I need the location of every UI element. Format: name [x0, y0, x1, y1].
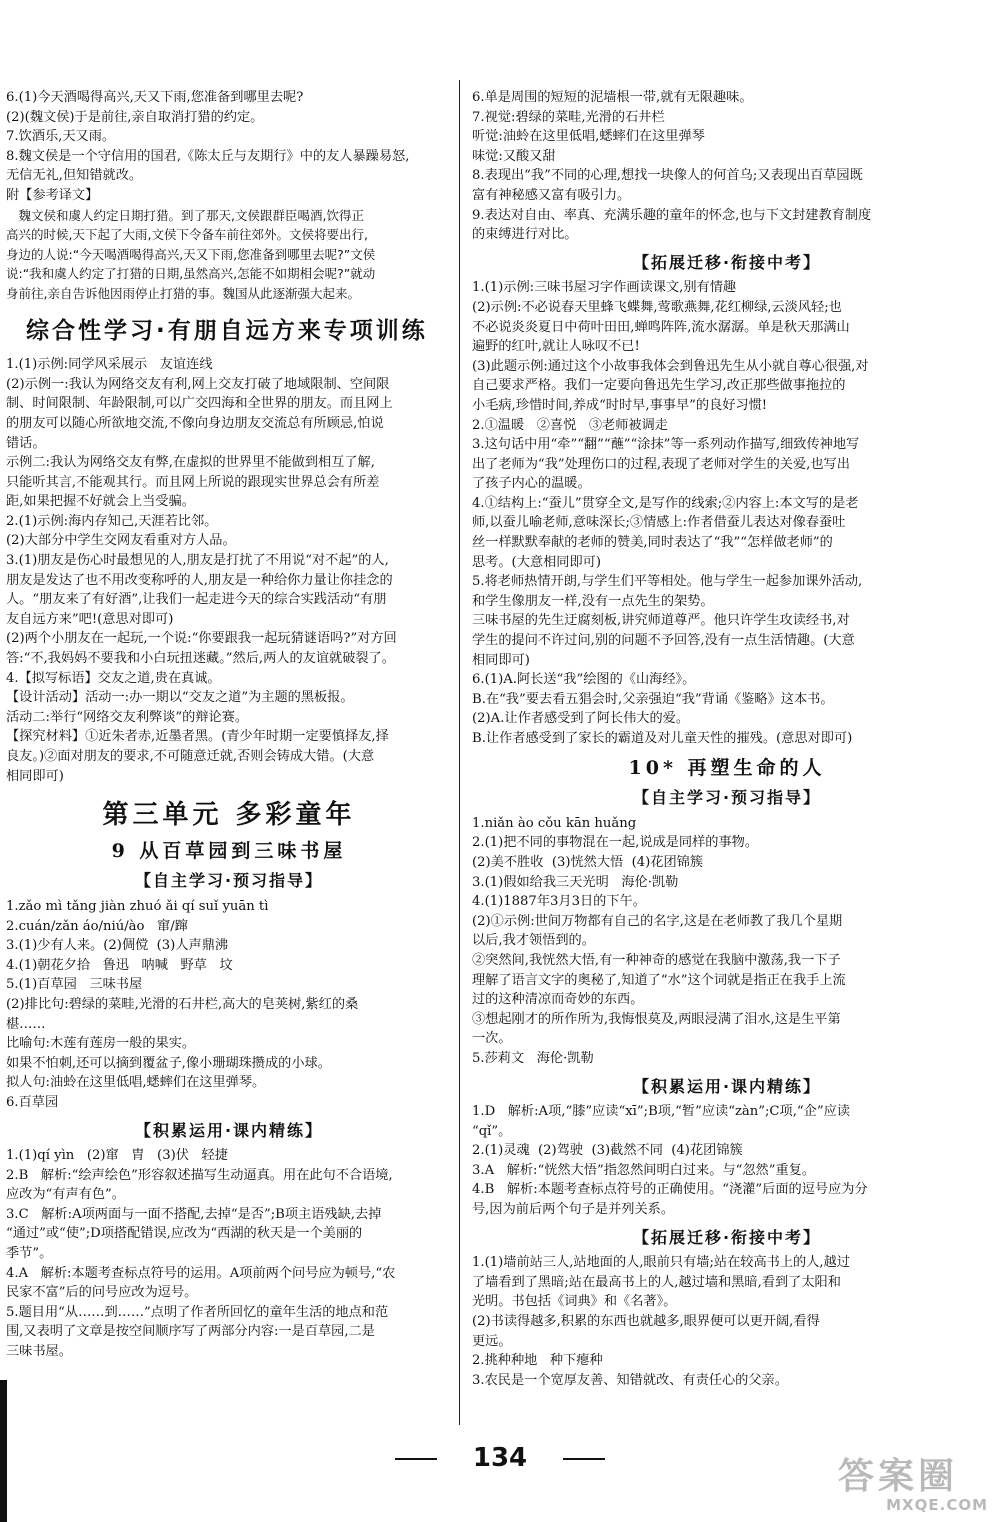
- text-line: 2.挑种种地 种下瘪种: [472, 1353, 603, 1369]
- text-line: (2)两个小朋友在一起玩,一个说:“你要跟我一起玩猜谜语吗?”对方回: [6, 631, 397, 647]
- text-line: 高兴的时候,天下起了大雨,文侯下令备车前往郊外。文侯将要出行,: [6, 227, 368, 243]
- watermark-url: MXQE.COM: [886, 1496, 988, 1514]
- text-line: (2)大部分中学生交网友看重对方人品。: [6, 533, 236, 549]
- text-line: 5.将老师热情开朗,与学生们平等相处。他与学生一起参加课外活动,: [472, 574, 863, 590]
- text-line: 人。“朋友来了有好酒”,让我们一起走进今天的综合实践活动“有朋: [6, 592, 387, 608]
- text-line: 1.(1)示例:同学风采展示 友谊连线: [6, 357, 213, 373]
- section-practice-10: 【积累运用·课内精练】: [632, 1076, 822, 1096]
- text-line: 无信无礼,但知错就改。: [6, 168, 143, 184]
- text-line: (2)排比句:碧绿的菜畦,光滑的石井栏,高大的皂荚树,紫红的桑: [6, 996, 359, 1012]
- text-line: 答:“不,我妈妈不要我和小白玩扭迷藏。”然后,两人的友谊就破裂了。: [6, 651, 395, 667]
- text-line: 的束缚进行对比。: [472, 227, 578, 243]
- text-line: 6.(1)今天酒喝得高兴,天又下雨,您准备到哪里去呢?: [6, 90, 304, 105]
- edge-mark: [0, 1380, 7, 1522]
- text-line: 3.农民是一个宽厚友善、知错就改、有责任心的父亲。: [472, 1372, 788, 1388]
- text-line: 6.单是周围的短短的泥墙根一带,就有无限趣味。: [472, 90, 753, 105]
- text-line: 光明。书包括《词典》和《名著》。: [472, 1294, 677, 1310]
- text-line: 2.(1)灵魂 (2)驾驶 (3)截然不同 (4)花团锦簇: [472, 1143, 743, 1159]
- text-line: ②突然间,我恍然大悟,有一种神奇的感觉在我脑中激荡,我一下子: [472, 952, 841, 968]
- text-line: 理解了语言文字的奥秘了,知道了“水”这个词就是指正在我手上流: [472, 972, 846, 988]
- text-line: 了孩子内心的温暖。: [472, 476, 591, 492]
- text-line: 7.视觉:碧绿的菜畦,光滑的石井栏: [472, 109, 665, 125]
- text-line: 2.①温暖 ②喜悦 ③老师被调走: [472, 417, 668, 433]
- text-line: 思考。(大意相同即可): [472, 554, 601, 570]
- text-line: 1.(1)示例:三味书屋习字作画读课文,别有情趣: [472, 280, 737, 296]
- text-line: (2)A.让作者感受到了阿长伟大的爱。: [472, 711, 690, 727]
- text-line: 6.(1)A.阿长送“我”绘图的《山海经》。: [472, 672, 696, 688]
- watermark-logo: [838, 1458, 988, 1516]
- text-line: 附【参考译文】: [6, 187, 99, 203]
- text-line: 8.表现出“我”不同的心理,想找一块像人的何首乌;又表现出百草园既: [472, 168, 863, 184]
- text-line: 魏文侯和虞人约定日期打猎。到了那天,文侯跟群臣喝酒,饮得正: [18, 207, 364, 223]
- right-block-d: [472, 1102, 982, 1220]
- text-line: 拟人句:油蛉在这里低唱,蟋蟀们在这里弹琴。: [6, 1075, 266, 1091]
- section-extension: 【拓展迁移·衔接中考】: [632, 252, 822, 272]
- text-line: 朋友是发达了也不用改变称呼的人,朋友是一种给你力量让你挂念的: [6, 572, 393, 588]
- text-line: (3)此题示例:通过这个小故事我体会到鲁迅先生从小就自尊心很强,对: [472, 358, 869, 374]
- text-line: 4.A 解析:本题考查标点符号的运用。A项前两个问号应为顿号,“农: [6, 1265, 396, 1281]
- text-line: 遍野的红叶,就让人咏叹不已!: [472, 339, 640, 355]
- section-practice: 【积累运用·课内精练】: [134, 1120, 324, 1140]
- text-line: 味觉:又酸又甜: [472, 148, 556, 164]
- text-line: 4.①结构上:“蚕儿”贯穿全文,是写作的线索;②内容上:本文写的是老: [472, 495, 859, 511]
- text-line: 5.(1)百草园 三味书屋: [6, 977, 143, 993]
- text-line: 自己要求严格。我们一定要向鲁迅先生学习,改正那些做事拖拉的: [472, 378, 846, 394]
- text-line: B.在“我”要去看五猖会时,父亲强迫“我”背诵《鉴略》这本书。: [472, 691, 834, 707]
- text-line: 4.(1)1887年3月3日的下午。: [472, 894, 646, 910]
- text-line: “qǐ”。: [472, 1123, 512, 1139]
- text-line: 7.饮酒乐,天又雨。: [6, 129, 116, 145]
- text-line: 听觉:油蛉在这里低唱,蟋蟀们在这里弹琴: [472, 129, 705, 145]
- text-line: 比喻句:木莲有莲房一般的果实。: [6, 1036, 196, 1052]
- text-line: 以后,我才领悟到的。: [472, 933, 595, 949]
- text-line: (2)示例:不必说春天里蜂飞蝶舞,莺歌燕舞,花红柳绿,云淡风轻;也: [472, 299, 842, 315]
- text-line: 2.cuán/zǎn áo/niú/ào 窜/蹿: [6, 918, 188, 934]
- text-line: 不必说炎炎夏日中荷叶田田,蝉鸣阵阵,流水潺潺。单是秋天那满山: [472, 319, 850, 335]
- text-line: 1.(1)qí yìn (2)窜 胄 (3)伏 轻捷: [6, 1148, 228, 1164]
- section-self-study-10: 【自主学习·预习指导】: [632, 788, 822, 808]
- text-line: 4.(1)朝花夕拾 鲁迅 呐喊 野草 坟: [6, 957, 233, 973]
- text-line: 5.莎莉文 海伦·凯勒: [472, 1050, 594, 1066]
- text-line: 更远。: [472, 1333, 512, 1349]
- text-line: (2)书读得越多,积累的东西也就越多,眼界便可以更开阔,看得: [472, 1314, 820, 1330]
- right-block-c: [472, 814, 982, 1069]
- text-line: 3.C 解析:A项两面与一面不搭配,去掉“是否”;B项主语残缺,去掉: [6, 1206, 382, 1222]
- left-column: [6, 88, 452, 1362]
- left-block-d: [6, 1146, 452, 1362]
- text-line: 如果不怕刺,还可以摘到覆盆子,像小珊瑚珠攒成的小球。: [6, 1055, 331, 1071]
- text-line: 2.(1)示例:海内存知己,天涯若比邻。: [6, 513, 218, 529]
- left-block-b: [6, 355, 452, 786]
- text-line: 9.表达对自由、率真、充满乐趣的童年的怀念,也与下文封建教育制度: [472, 207, 872, 223]
- text-line: 师,以蚕儿喻老师,意味深长;③情感上:作者借蚕儿表达对像春蚕吐: [472, 515, 846, 531]
- text-line: 1.D 解析:A项,“膝”应读“xī”;B项,“暂”应读“zàn”;C项,“企”应读: [472, 1104, 850, 1120]
- text-line: 三味书屋。: [6, 1344, 72, 1360]
- text-line: 1.(1)墙前站三人,站地面的人,眼前只有墙;站在较高书上的人,越过: [472, 1255, 850, 1271]
- text-line: ③想起刚才的所作所为,我悔恨莫及,两眼浸满了泪水,这是生平第: [472, 1011, 841, 1027]
- column-divider: [459, 80, 460, 1425]
- text-line: 1.zǎo mì tǎng jiàn zhuó ǎi qí suǐ yuān tì: [6, 898, 269, 914]
- text-line: 友自远方来”吧!(意思对即可): [6, 611, 174, 627]
- text-line: 一次。: [472, 1031, 512, 1047]
- text-line: 示例二:我认为网络交友有弊,在虚拟的世界里不能做到相互了解,: [6, 455, 375, 471]
- text-line: 4.【拟写标语】交友之道,贵在真诚。: [6, 670, 221, 686]
- text-line: 6.百草园: [6, 1094, 59, 1110]
- text-line: 民家不富”后的问号应改为逗号。: [6, 1285, 198, 1301]
- text-line: 相同即可): [6, 768, 64, 784]
- left-block-a: [6, 88, 452, 304]
- text-line: 8.魏文侯是一个守信用的国君,《陈太丘与友期行》中的友人暴躁易怒,: [6, 148, 410, 164]
- unit-title: 第三单元 多彩童年: [102, 800, 356, 831]
- text-line: 应改为“有声有色”。: [6, 1187, 125, 1203]
- text-line: 3.(1)少有人来。(2)倜傥 (3)人声鼎沸: [6, 938, 229, 954]
- text-line: 5.题目用“从……到……”点明了作者所回忆的童年生活的地点和范: [6, 1304, 389, 1320]
- text-line: 小毛病,珍惜时间,养成“时时早,事事早”的良好习惯!: [472, 397, 768, 413]
- text-line: 活动二:举行“网络交友利弊谈”的辩论赛。: [6, 709, 249, 725]
- text-line: 了墙看到了黑暗;站在最高书上的人,越过墙和黑暗,看到了太阳和: [472, 1274, 841, 1290]
- text-line: 号,因为前后两个句子是并列关系。: [472, 1202, 675, 1218]
- text-line: 【探究材料】①近朱者赤,近墨者黑。(青少年时期一定要慎择友,择: [6, 729, 389, 745]
- text-line: 2.(1)把不同的事物混在一起,说成是同样的事物。: [472, 835, 759, 851]
- text-line: 4.B 解析:本题考查标点符号的正确使用。“浇灌”后面的逗号应为分: [472, 1182, 868, 1198]
- text-line: 1.niǎn ào cǒu kān huǎng: [472, 815, 637, 831]
- text-line: “通过”或“使”;D项搭配错误,应改为“西湖的秋天是一个美丽的: [6, 1226, 363, 1242]
- right-block-a: [472, 88, 982, 245]
- text-line: 距,如果把握不好就会上当受骗。: [6, 494, 195, 510]
- text-line: 的朋友可以随心所欲地交流,不像向身边朋友交流总有所顾忌,怕说: [6, 415, 384, 431]
- watermark-text: 答案圈: [838, 1456, 959, 1497]
- text-line: 身边的人说:“今天喝酒喝得高兴,天又下雨,您准备到哪里去呢?”文侯: [6, 246, 376, 262]
- text-line: 学生的提问不许过问,别的问题不予回答,没有一点生活情趣。(大意: [472, 633, 855, 649]
- lesson-10-title: 10* 再塑生命的人: [628, 756, 826, 779]
- text-line: 围,又表明了文章是按空间顺序写了两部分内容:一是百草园,二是: [6, 1324, 375, 1340]
- lesson-9-title: 9 从百草园到三味书屋: [111, 839, 347, 862]
- page-number: 134: [472, 1443, 528, 1473]
- text-line: (2)(魏文侯)于是前往,亲自取消打猎的约定。: [6, 109, 264, 125]
- text-line: 3.(1)假如给我三天光明 海伦·凯勒: [472, 874, 679, 890]
- text-line: (2)美不胜收 (3)恍然大悟 (4)花团锦簇: [472, 854, 704, 870]
- section-extension-10: 【拓展迁移·衔接中考】: [632, 1227, 822, 1247]
- text-line: 和学生像朋友一样,没有一点先生的架势。: [472, 593, 714, 609]
- text-line: 出了老师为“我”处理伤口的过程,表现了老师对学生的关爱,也写出: [472, 456, 850, 472]
- text-line: 椹……: [6, 1016, 46, 1032]
- text-line: 过的这种清凉而奇妙的东西。: [472, 992, 644, 1008]
- text-line: (2)示例一:我认为网络交友有利,网上交友打破了地域限制、空间限: [6, 376, 390, 392]
- text-line: 说:“我和虞人约定了打猎的日期,虽然高兴,怎能不如期相会呢?”就动: [6, 266, 376, 282]
- page-number-rule-right: [563, 1458, 605, 1460]
- text-line: 制、时间限制、年龄限制,可以广交四海和全世界的朋友。而且网上: [6, 396, 393, 412]
- text-line: 错话。: [6, 435, 46, 451]
- text-line: 三味书屋的先生迂腐刻板,讲究师道尊严。他只许学生攻读经书,对: [472, 613, 850, 629]
- text-line: B.让作者感受到了家长的霸道及对儿童天性的摧残。(意思对即可): [472, 731, 853, 746]
- text-line: 3.(1)朋友是伤心时最想见的人,朋友是打扰了不用说“对不起”的人,: [6, 553, 389, 569]
- right-block-b: [472, 278, 982, 748]
- section-self-study: 【自主学习·预习指导】: [134, 871, 324, 891]
- text-line: 丝一样默默奉献的老师的赞美,同时表达了“我”“怎样做老师”的: [472, 535, 833, 551]
- text-line: 相同即可): [472, 652, 530, 668]
- text-line: 【设计活动】活动一:办一期以“交友之道”为主题的黑板报。: [6, 690, 354, 706]
- right-column: [472, 88, 982, 1390]
- text-line: 富有神秘感又富有吸引力。: [472, 187, 631, 203]
- text-line: 季节”。: [6, 1246, 53, 1262]
- text-line: (2)①示例:世间万物都有自己的名字,这是在老师教了我几个星期: [472, 913, 843, 929]
- text-line: 身前往,亲自告诉他因雨停止打猎的事。魏国从此逐渐强大起来。: [6, 285, 360, 301]
- text-line: 只能听其言,不能观其行。而且网上所说的跟现实世界总会有所差: [6, 474, 380, 490]
- text-line: 3.这句话中用“牵”“翻”“蘸”“涂抹”等一系列动作描写,细致传神地写: [472, 437, 860, 453]
- heading-comprehensive-study: 综合性学习·有朋自远方来专项训练: [26, 317, 428, 344]
- text-line: 良友。)②面对朋友的要求,不可随意迁就,否则会铸成大错。(大意: [6, 749, 375, 764]
- text-line: 2.B 解析:“绘声绘色”形容叙述描写生动逼真。用在此句不合语境,: [6, 1167, 393, 1183]
- left-block-c: [6, 897, 452, 1113]
- text-line: 3.A 解析:“恍然大悟”指忽然间明白过来。与“忽然”重复。: [472, 1162, 816, 1178]
- right-block-e: [472, 1253, 982, 1390]
